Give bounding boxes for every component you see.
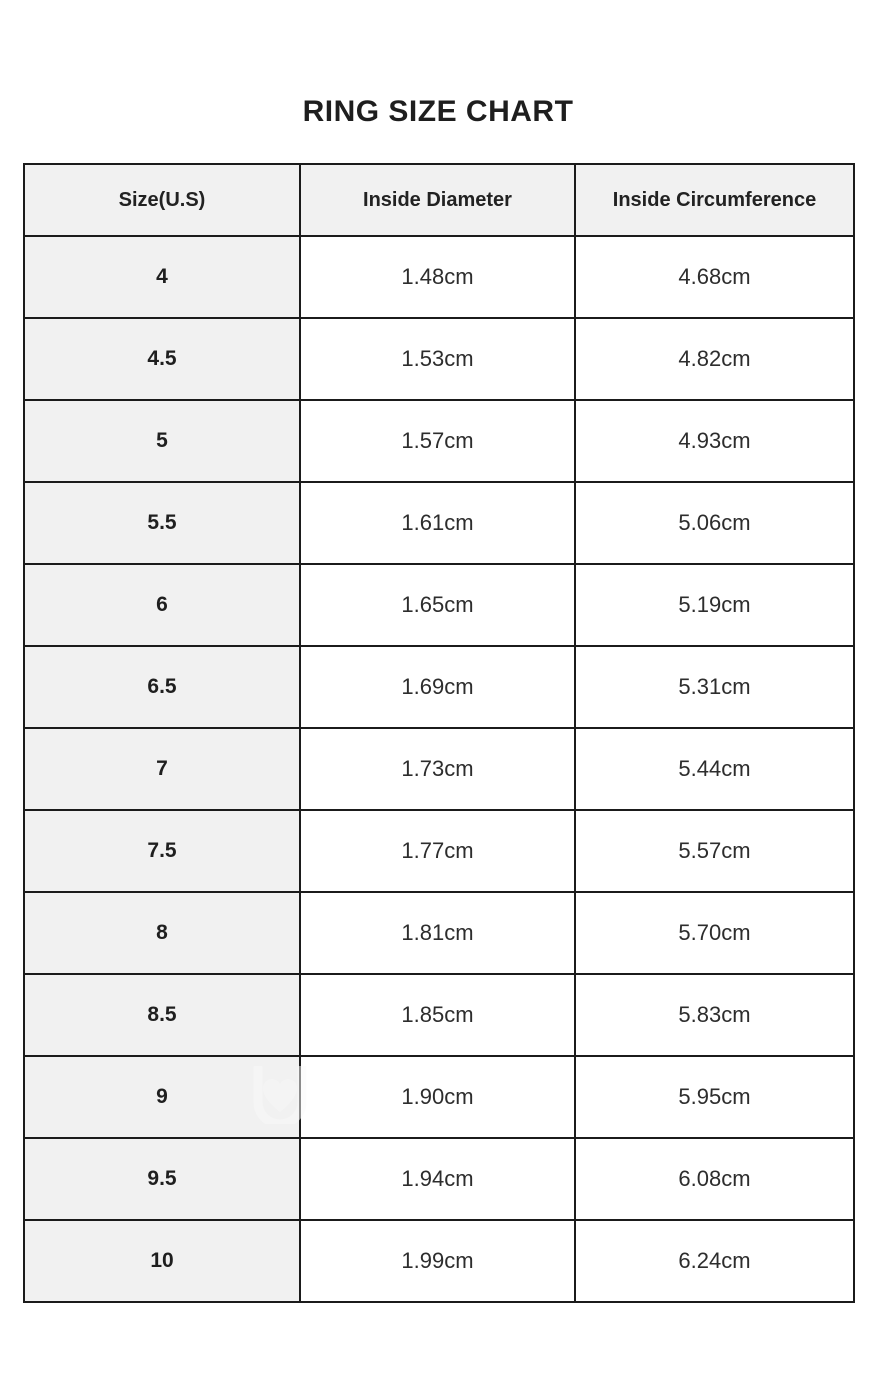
size-cell: 5.5: [24, 482, 300, 564]
ring-size-table: [23, 163, 855, 1303]
inside-diameter-cell: 1.85cm: [300, 974, 575, 1056]
size-cell: 6: [24, 564, 300, 646]
table-row: [24, 974, 854, 1056]
size-cell: 7: [24, 728, 300, 810]
inside-diameter-cell: 1.69cm: [300, 646, 575, 728]
size-cell: 8: [24, 892, 300, 974]
inside-circumference-cell: 4.93cm: [575, 400, 854, 482]
inside-circumference-cell: 5.19cm: [575, 564, 854, 646]
size-cell: 6.5: [24, 646, 300, 728]
table-row: [24, 810, 854, 892]
inside-diameter-cell: 1.53cm: [300, 318, 575, 400]
size-cell: 7.5: [24, 810, 300, 892]
inside-circumference-cell: 5.31cm: [575, 646, 854, 728]
inside-circumference-cell: 4.82cm: [575, 318, 854, 400]
col-header-inside-diameter: Inside Diameter: [300, 164, 575, 236]
table-row: [24, 318, 854, 400]
col-header-inside-circumference: Inside Circumference: [575, 164, 854, 236]
inside-circumference-cell: 5.57cm: [575, 810, 854, 892]
inside-circumference-cell: 5.95cm: [575, 1056, 854, 1138]
table-row: [24, 1220, 854, 1302]
header-row: [24, 164, 854, 236]
inside-diameter-cell: 1.65cm: [300, 564, 575, 646]
size-cell: 4: [24, 236, 300, 318]
inside-circumference-cell: 5.44cm: [575, 728, 854, 810]
table-row: [24, 1056, 854, 1138]
size-cell: 10: [24, 1220, 300, 1302]
size-cell: 9: [24, 1056, 300, 1138]
inside-diameter-cell: 1.81cm: [300, 892, 575, 974]
table-body: [24, 236, 854, 1302]
table-row: [24, 400, 854, 482]
inside-circumference-cell: 6.08cm: [575, 1138, 854, 1220]
inside-diameter-cell: 1.99cm: [300, 1220, 575, 1302]
inside-diameter-cell: 1.48cm: [300, 236, 575, 318]
table-row: [24, 236, 854, 318]
inside-diameter-cell: 1.61cm: [300, 482, 575, 564]
inside-diameter-cell: 1.57cm: [300, 400, 575, 482]
size-cell: 5: [24, 400, 300, 482]
inside-circumference-cell: 4.68cm: [575, 236, 854, 318]
table-row: [24, 728, 854, 810]
inside-circumference-cell: 5.70cm: [575, 892, 854, 974]
inside-diameter-cell: 1.90cm: [300, 1056, 575, 1138]
size-cell: 8.5: [24, 974, 300, 1056]
table-row: [24, 564, 854, 646]
inside-circumference-cell: 6.24cm: [575, 1220, 854, 1302]
table-row: [24, 482, 854, 564]
inside-circumference-cell: 5.83cm: [575, 974, 854, 1056]
table-row: [24, 892, 854, 974]
inside-diameter-cell: 1.73cm: [300, 728, 575, 810]
inside-diameter-cell: 1.77cm: [300, 810, 575, 892]
col-header-size: Size(U.S): [24, 164, 300, 236]
table-row: [24, 1138, 854, 1220]
size-cell: 4.5: [24, 318, 300, 400]
table-row: [24, 646, 854, 728]
size-cell: 9.5: [24, 1138, 300, 1220]
inside-circumference-cell: 5.06cm: [575, 482, 854, 564]
inside-diameter-cell: 1.94cm: [300, 1138, 575, 1220]
page-title: RING SIZE CHART: [302, 95, 574, 128]
